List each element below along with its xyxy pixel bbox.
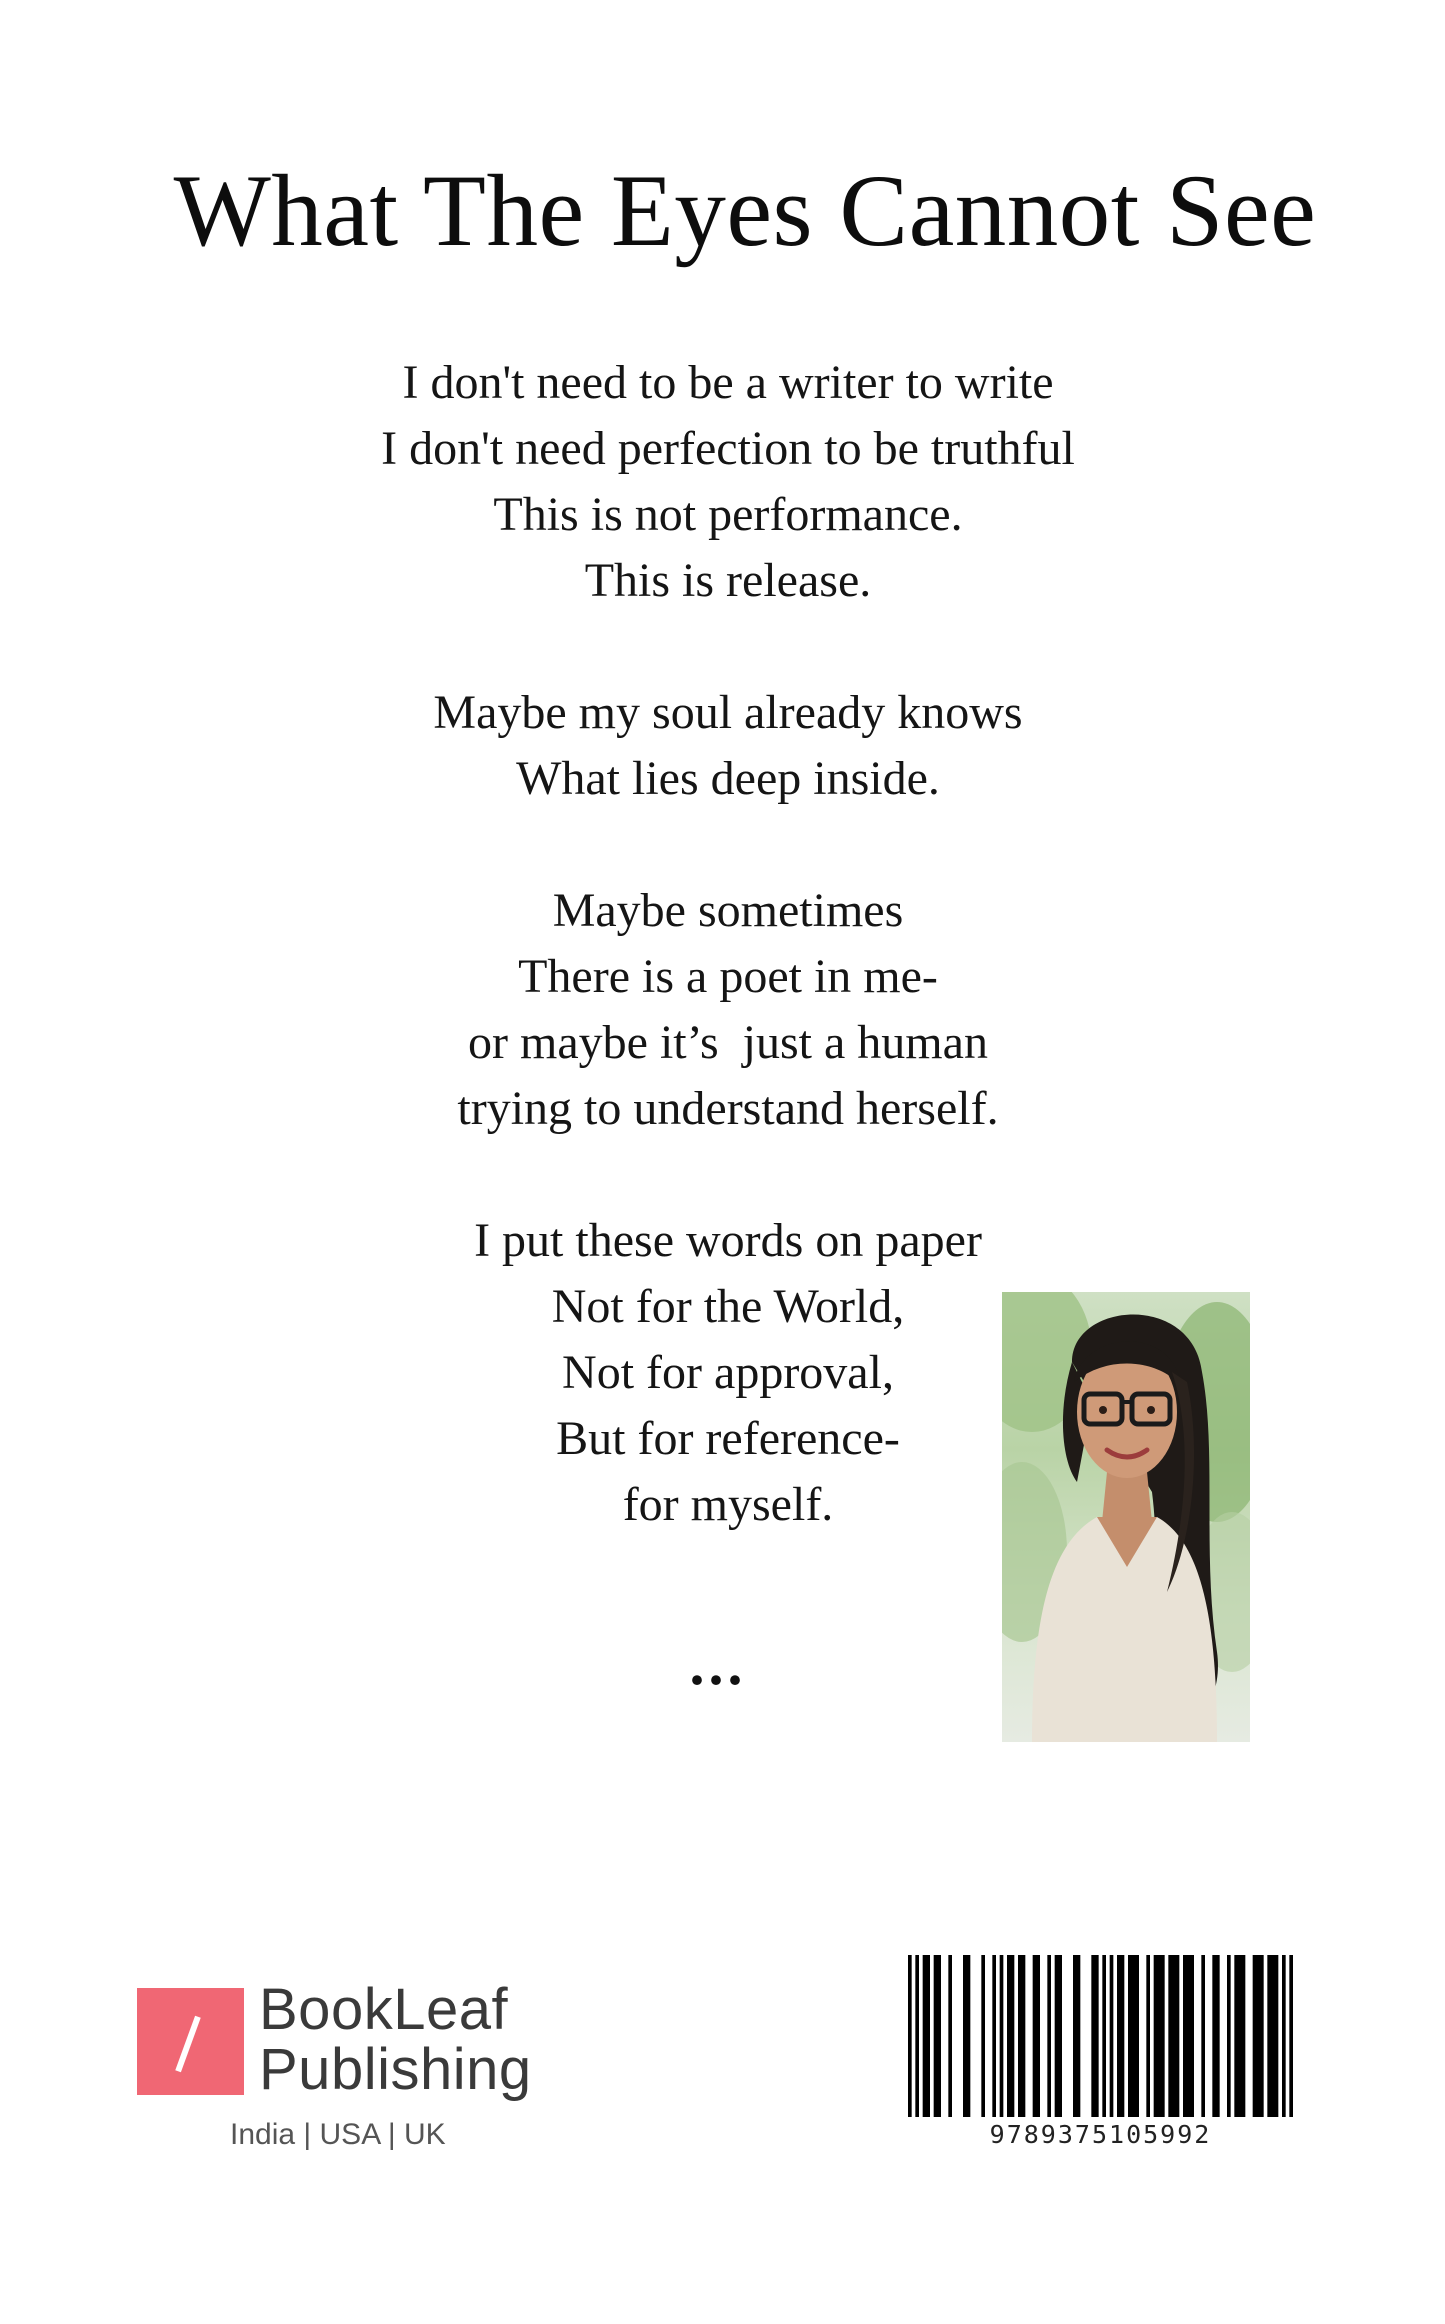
isbn-number: 9789375105992	[989, 2120, 1212, 2149]
barcode-bar	[1253, 1955, 1264, 2117]
poem-line: I put these words on paper	[474, 1214, 982, 1267]
publisher-regions: India | USA | UK	[230, 2118, 446, 2151]
poem-line: What lies deep inside.	[516, 752, 940, 805]
barcode-bar	[1007, 1955, 1014, 2117]
poem-line: trying to understand herself.	[457, 1082, 999, 1135]
poem-line: for myself.	[622, 1478, 834, 1531]
barcode-bar	[1282, 1955, 1286, 2117]
barcode-bar	[1227, 1955, 1231, 2117]
barcode-bar	[1212, 1955, 1219, 2117]
poem-line: Maybe sometimes	[552, 884, 904, 937]
barcode-bar	[1110, 1955, 1114, 2117]
poem-line: This is not performance.	[493, 488, 963, 541]
poem-line: or maybe it’s just a human	[468, 1016, 988, 1069]
barcode-bar	[934, 1955, 941, 2117]
poem-ellipsis: ...	[689, 1631, 747, 1697]
poem-line: Maybe my soul already knows	[433, 686, 1023, 739]
slash-icon	[175, 2016, 200, 2073]
poem-line: Not for the World,	[551, 1280, 905, 1333]
book-title: What The Eyes Cannot See	[173, 154, 1317, 268]
barcode-bar	[908, 1955, 912, 2117]
author-portrait-icon	[1002, 1292, 1250, 1742]
publisher-name-line2: Publishing	[259, 2037, 532, 2102]
publisher-logo-icon	[137, 1988, 244, 2095]
poem-line: I don't need to be a writer to write	[402, 356, 1054, 409]
barcode-bar	[1091, 1955, 1098, 2117]
barcode-bar	[992, 1955, 996, 2117]
barcode-bar	[948, 1955, 952, 2117]
barcode-bar	[1047, 1955, 1051, 2117]
barcode-bar	[1146, 1955, 1150, 2117]
barcode-bar	[1183, 1955, 1194, 2117]
poem-line: This is release.	[584, 554, 872, 607]
stanza-2	[0, 680, 1445, 812]
barcode-bar	[1000, 1955, 1004, 2117]
publisher-logo	[137, 1977, 537, 2158]
poem-line: Not for approval,	[562, 1346, 894, 1399]
publisher-name-line1: BookLeaf	[259, 1977, 509, 2042]
barcode-bar	[1267, 1955, 1278, 2117]
barcode-bar	[1117, 1955, 1124, 2117]
stanza-1	[0, 350, 1445, 614]
poem-line: I don't need perfection to be truthful	[381, 422, 1075, 475]
barcode-bar	[1289, 1955, 1293, 2117]
barcode-bar	[915, 1955, 919, 2117]
barcode-bar	[1128, 1955, 1139, 2117]
barcode-bar	[963, 1955, 970, 2117]
barcode-bar	[1234, 1955, 1245, 2117]
author-photo	[1002, 1292, 1250, 1742]
barcode-bar	[1055, 1955, 1062, 2117]
barcode-bar	[1102, 1955, 1106, 2117]
barcode-bar	[1018, 1955, 1025, 2117]
barcode-bar	[1154, 1955, 1165, 2117]
barcode-bar	[1168, 1955, 1179, 2117]
publisher-name	[259, 1977, 532, 2102]
barcode-bar	[981, 1955, 985, 2117]
poem-line: There is a poet in me-	[518, 950, 938, 1003]
isbn-barcode	[908, 1955, 1293, 2117]
barcode-bar	[1201, 1955, 1205, 2117]
barcode-bar	[1073, 1955, 1080, 2117]
barcode-bar	[1033, 1955, 1040, 2117]
stanza-3	[0, 878, 1445, 1142]
barcode-bar	[923, 1955, 930, 2117]
poem-line: But for reference-	[556, 1412, 900, 1465]
